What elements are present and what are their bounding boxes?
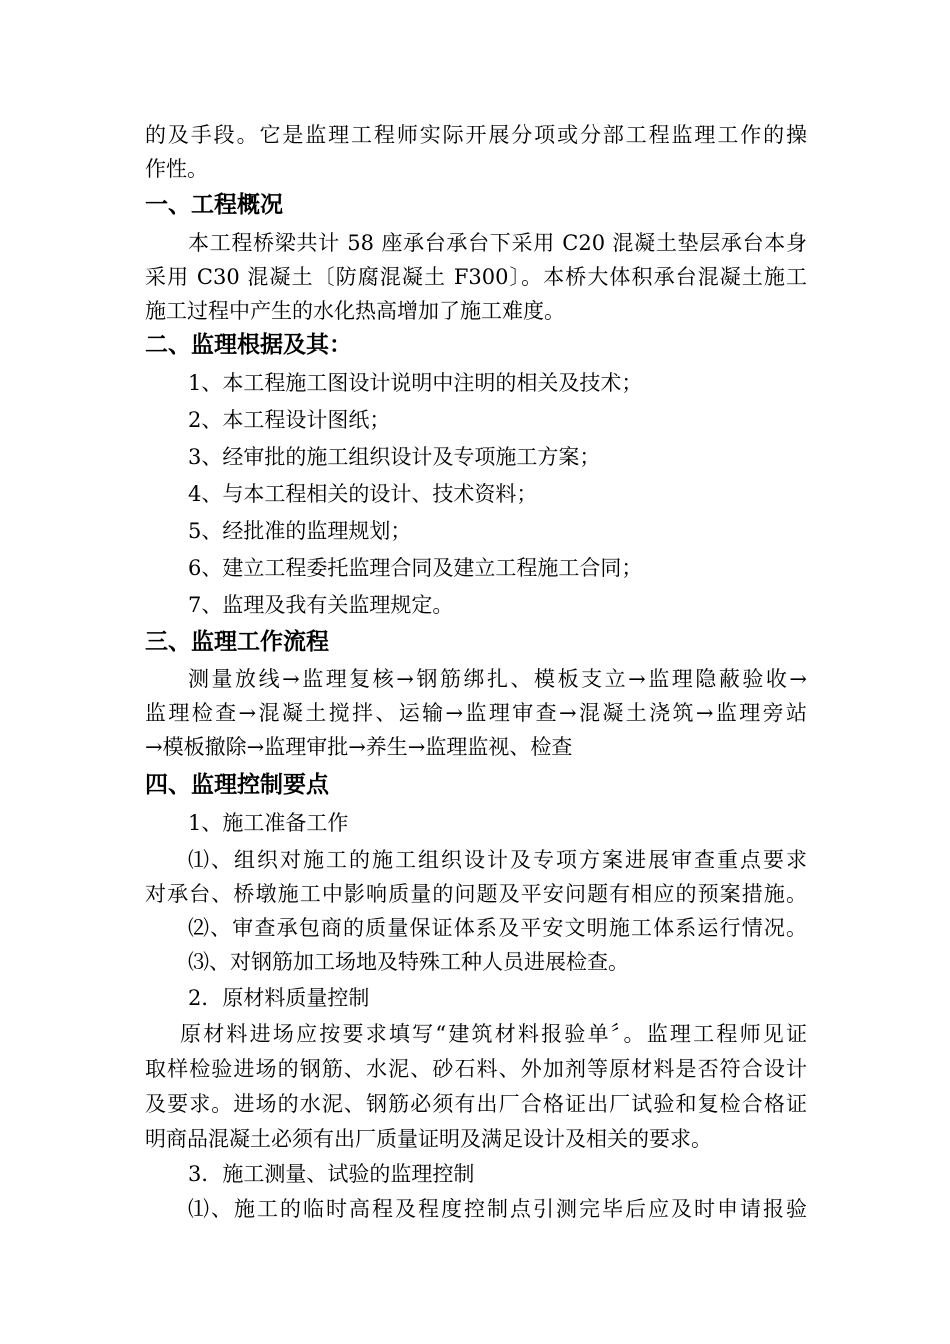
paragraph-line: 采用 C30 混凝土〔防腐混凝土 F300〕。本桥大体积承台混凝土施工: [145, 265, 807, 289]
list-item: 7、监理及我有关监理规定。: [188, 593, 454, 617]
paragraph-line: ⑴、施工的临时高程及程度控制点引测完毕后应及时申请报验: [188, 1197, 807, 1221]
list-item: 4、与本工程相关的设计、技术资料；: [188, 482, 538, 506]
list-item: 1、本工程施工图设计说明中注明的相关及技术；: [188, 371, 643, 395]
paragraph-line: 取样检验进场的钢筋、水泥、砂石料、外加剂等原材料是否符合设计: [145, 1057, 807, 1081]
subsection-title: 1、施工准备工作: [188, 811, 349, 835]
paragraph-line: 及要求。进场的水泥、钢筋必须有出厂合格证出厂试验和复检合格证: [145, 1092, 807, 1116]
subsection-title: 2．原材料质量控制: [188, 986, 370, 1010]
workflow-line: →模板撤除→监理审批→养生→监理监视、检查: [145, 735, 573, 759]
paragraph-line: 原材料进场应按要求填写“建筑材料报验单〞。监理工程师见证: [180, 1022, 807, 1046]
workflow-line: 测量放线→监理复核→钢筋绑扎、模板支立→监理隐蔽验收→: [188, 667, 807, 691]
section-heading-basis: 二、监理根据及其：: [145, 332, 352, 358]
list-item: 2、本工程设计图纸；: [188, 408, 391, 432]
section-heading-control-points: 四、监理控制要点: [145, 772, 329, 798]
paragraph-line: 对承台、桥墩施工中影响质量的问题及平安问题有相应的预案措施。: [145, 882, 807, 906]
intro-line: 的及手段。它是监理工程师实际开展分项或分部工程监理工作的操: [145, 123, 807, 147]
section-heading-overview: 一、工程概况: [145, 192, 283, 218]
paragraph-line: ⑴、组织对施工的施工组织设计及专项方案进展审查重点要求: [188, 848, 807, 872]
paragraph-line: 施工过程中产生的水化热高增加了施工难度。: [145, 299, 565, 323]
paragraph-line: 明商品混凝土必须有出厂质量证明及满足设计及相关的要求。: [145, 1127, 712, 1151]
paragraph-line: 本工程桥梁共计 58 座承台承台下采用 C20 混凝土垫层承台本身: [188, 231, 807, 255]
subsection-title: 3．施工测量、试验的监理控制: [188, 1162, 475, 1186]
list-item: 5、经批准的监理规划；: [188, 519, 412, 543]
list-item: 6、建立工程委托监理合同及建立工程施工合同；: [188, 556, 643, 580]
section-heading-workflow: 三、监理工作流程: [145, 629, 329, 655]
paragraph-line: ⑶、对钢筋加工场地及特殊工种人员进展检查。: [188, 950, 629, 974]
workflow-line: 监理检查→混凝土搅拌、运输→监理审查→混凝土浇筑→监理旁站: [145, 701, 807, 725]
list-item: 3、经审批的施工组织设计及专项施工方案；: [188, 445, 601, 469]
paragraph-line: ⑵、审查承包商的质量保证体系及平安文明施工体系运行情况。: [188, 916, 807, 940]
intro-line: 作性。: [145, 157, 208, 181]
